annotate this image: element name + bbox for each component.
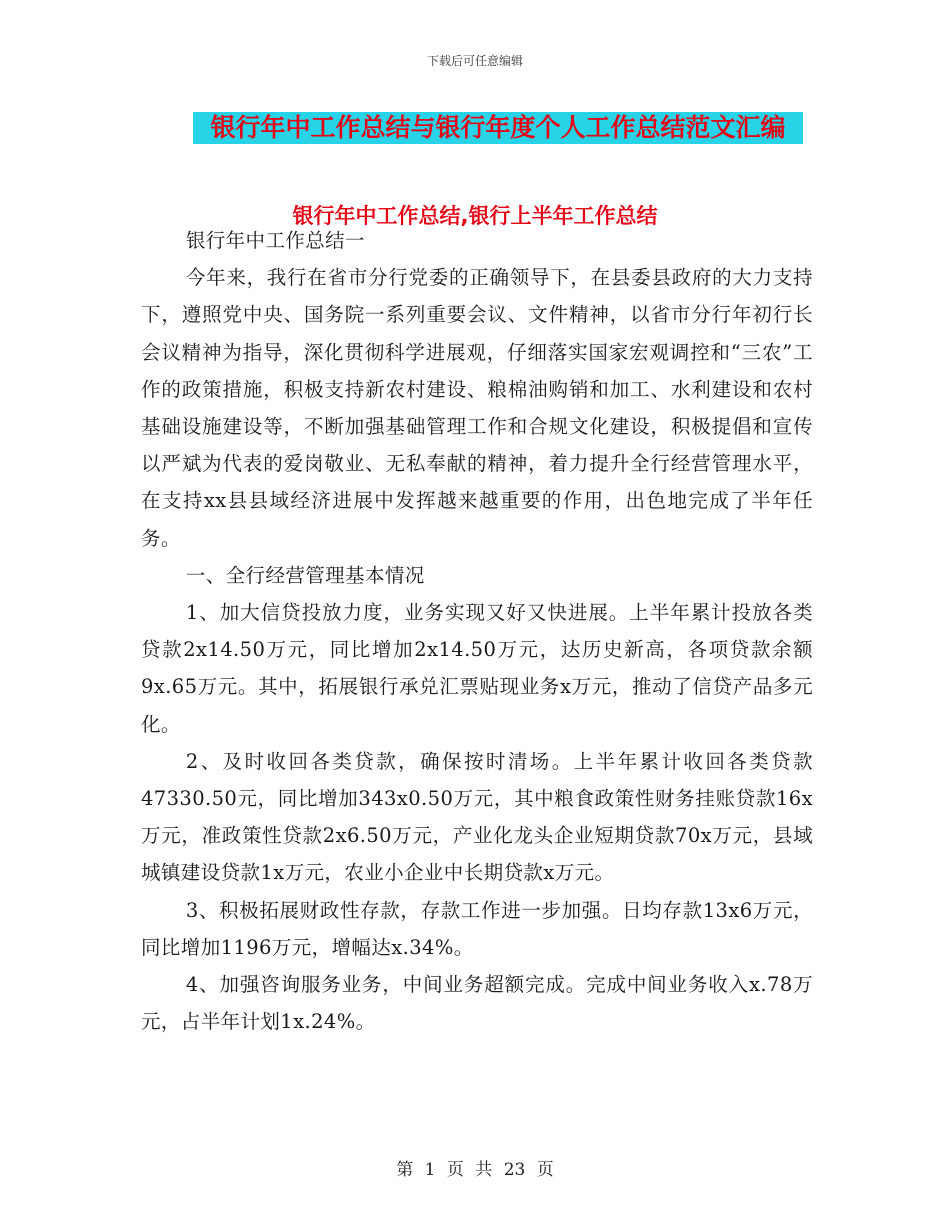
paragraph: 4、加强咨询服务业务，中间业务超额完成。完成中间业务收入x.78万元，占半年计划1x.24%。 <box>141 973 813 1034</box>
paragraph-heading: 一、全行经营管理基本情况 <box>185 563 425 587</box>
paragraph: 2、及时收回各类贷款，确保按时清场。上半年累计收回各类贷款47330.50元，同比增加343x0.50万元，其中粮食政策性财务挂账贷款16x万元，准政策性贷款2x6.50万元，产业化龙头企业短期贷款70x万元，县域城镇建设贷款1x万元，农业小企业中长期贷款x万元。 <box>141 749 813 885</box>
document-body <box>141 222 813 1040</box>
paragraph: 今年来，我行在省市分行党委的正确领导下，在县委县政府的大力支持下，遵照党中央、国务院一系列重要会议、文件精神，以省市分行年初行长会议精神为指导，深化贯彻科学进展观，仔细落实国家宏观调控和“三农”工作的政策措施，积极支持新农村建设、粮棉油购销和加工、水利建设和农村基础设施建设等，不断加强基础管理工作和合规文化建设，积极提倡和宣传以严斌为代表的爱岗敬业、无私奉献的精神，着力提升全行经营管理水平，在支持xx县县域经济进展中发挥越来越重要的作用，出色地完成了半年任务。 <box>141 266 813 550</box>
paragraph: 1、加大信贷投放力度，业务实现又好又快进展。上半年累计投放各类贷款2x14.50万元，同比增加2x14.50万元，达历史新高，各项贷款余额9x.65万元。其中，拓展银行承兑汇票贴现业务x万元，推动了信贷产品多元化。 <box>141 601 813 736</box>
paragraph: 3、积极拓展财政性存款，存款工作进一步加强。日均存款13x6万元，同比增加1196万元，增幅达x.34%。 <box>141 898 813 959</box>
paragraph-subtitle: 银行年中工作总结一 <box>185 229 365 252</box>
document-title: 银行年中工作总结与银行年度个人工作总结范文汇编 <box>193 112 803 144</box>
section-title: 银行年中工作总结,银行上半年工作总结 <box>292 204 658 228</box>
page-number: 第 1 页 共 23 页 <box>396 1160 554 1180</box>
header-note: 下载后可任意编辑 <box>426 54 523 68</box>
